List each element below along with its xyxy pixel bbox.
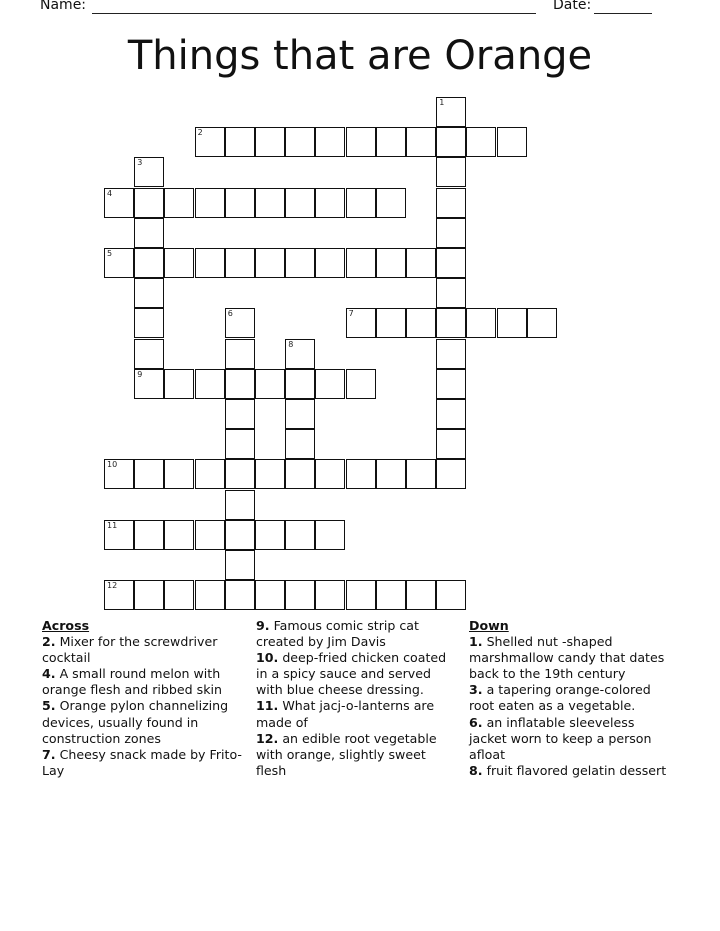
grid-cell[interactable] <box>315 580 345 610</box>
name-label: Name: <box>40 0 87 13</box>
grid-cell[interactable] <box>285 127 315 157</box>
grid-cell[interactable] <box>255 520 285 550</box>
grid-cell[interactable] <box>346 580 376 610</box>
grid-cell[interactable] <box>134 580 164 610</box>
grid-cell[interactable] <box>134 520 164 550</box>
clue-item-number: 9. <box>256 618 270 633</box>
grid-cell[interactable] <box>134 218 164 248</box>
grid-cell[interactable] <box>346 308 376 338</box>
grid-cell[interactable] <box>436 429 466 459</box>
grid-cell[interactable] <box>164 459 194 489</box>
clue-item-number: 12. <box>256 730 279 746</box>
grid-cell[interactable] <box>195 580 225 610</box>
clue-item <box>469 682 669 714</box>
grid-cell[interactable] <box>406 248 436 278</box>
grid-cell[interactable] <box>225 308 255 338</box>
clue-number: 12 <box>107 581 118 591</box>
clue-item-number: 11. <box>256 698 279 714</box>
grid-cell[interactable] <box>164 369 194 399</box>
clue-item <box>42 666 242 698</box>
grid-cell[interactable] <box>376 459 406 489</box>
grid-cell[interactable] <box>285 520 315 550</box>
grid-cell[interactable] <box>497 127 527 157</box>
grid-cell[interactable] <box>255 369 285 399</box>
across-clues-column-1 <box>42 618 242 779</box>
grid-cell[interactable] <box>406 459 436 489</box>
grid-cell[interactable] <box>285 248 315 278</box>
grid-cell[interactable] <box>346 248 376 278</box>
grid-cell[interactable] <box>346 127 376 157</box>
date-label: Date: <box>553 0 592 13</box>
grid-cell[interactable] <box>436 399 466 429</box>
grid-cell[interactable] <box>134 339 164 369</box>
grid-cell[interactable] <box>164 520 194 550</box>
clue-item-text: Famous comic strip cat created by Jim Davis <box>256 618 419 650</box>
clue-item-number: 7. <box>42 746 56 762</box>
grid-cell[interactable] <box>285 459 315 489</box>
clue-item-text: an inflatable sleeveless jacket worn to keep a person afloat <box>469 714 652 762</box>
grid-cell[interactable] <box>255 248 285 278</box>
grid-cell[interactable] <box>225 550 255 580</box>
clue-item-text: Shelled nut -shaped marshmallow candy that dates back to the 19th century <box>469 634 665 682</box>
grid-cell[interactable] <box>315 188 345 218</box>
clue-item-text: deep-fried chicken coated in a spicy sauce and served with blue cheese dressing. <box>256 650 447 698</box>
grid-cell[interactable] <box>315 248 345 278</box>
clue-item <box>256 731 456 779</box>
grid-cell[interactable] <box>285 399 315 429</box>
clue-item-number: 1. <box>469 634 483 650</box>
grid-cell[interactable] <box>285 369 315 399</box>
grid-cell[interactable] <box>346 459 376 489</box>
grid-cell[interactable] <box>195 459 225 489</box>
grid-cell[interactable] <box>376 248 406 278</box>
clue-item-number: 2. <box>42 634 56 650</box>
across-clue-list-2 <box>256 618 456 779</box>
grid-cell[interactable] <box>285 188 315 218</box>
clue-number: 1 <box>439 98 445 107</box>
grid-cell[interactable] <box>225 248 255 278</box>
grid-cell[interactable] <box>527 308 557 338</box>
clue-item <box>469 634 669 682</box>
grid-cell[interactable] <box>315 459 345 489</box>
grid-cell[interactable] <box>195 248 225 278</box>
grid-cell[interactable] <box>255 127 285 157</box>
grid-cell[interactable] <box>134 369 164 399</box>
grid-cell[interactable] <box>104 248 134 278</box>
grid-cell[interactable] <box>255 459 285 489</box>
grid-cell[interactable] <box>376 127 406 157</box>
clue-item-number: 5. <box>42 698 56 714</box>
grid-cell[interactable] <box>436 218 466 248</box>
clue-number: 2 <box>197 128 203 138</box>
grid-cell[interactable] <box>134 278 164 308</box>
clue-number: 7 <box>348 309 354 319</box>
grid-cell[interactable] <box>195 188 225 218</box>
grid-cell[interactable] <box>164 248 194 278</box>
grid-cell[interactable] <box>225 127 255 157</box>
clue-item <box>256 618 456 650</box>
clue-item <box>42 634 242 666</box>
grid-cell[interactable] <box>104 459 134 489</box>
clue-item <box>42 698 242 746</box>
grid-cell[interactable] <box>497 308 527 338</box>
grid-cell[interactable] <box>225 490 255 520</box>
grid-cell[interactable] <box>466 127 496 157</box>
grid-cell[interactable] <box>285 429 315 459</box>
grid-cell[interactable] <box>436 339 466 369</box>
grid-cell[interactable] <box>376 580 406 610</box>
clue-number: 11 <box>107 520 118 530</box>
grid-cell[interactable] <box>436 248 466 278</box>
grid-cell[interactable] <box>104 580 134 610</box>
page-title: Things that are Orange <box>127 33 593 79</box>
grid-cell[interactable] <box>104 188 134 218</box>
grid-cell[interactable] <box>225 369 255 399</box>
clue-item <box>469 715 669 763</box>
clue-number: 9 <box>137 369 143 379</box>
grid-cell[interactable] <box>225 399 255 429</box>
clue-item-text: a tapering orange-colored root eaten as a vegetable. <box>469 682 651 714</box>
grid-cell[interactable] <box>225 459 255 489</box>
grid-cell[interactable] <box>436 97 466 127</box>
clue-item <box>256 698 456 730</box>
grid-cell[interactable] <box>436 369 466 399</box>
grid-cell[interactable] <box>195 520 225 550</box>
clue-number: 8 <box>288 339 294 349</box>
clue-item-text: A small round melon with orange flesh and ribbed skin <box>42 666 222 698</box>
grid-cell[interactable] <box>376 188 406 218</box>
down-clues-column <box>469 618 669 779</box>
grid-cell[interactable] <box>436 127 466 157</box>
grid-cell[interactable] <box>225 188 255 218</box>
clue-item-number: 4. <box>42 666 56 682</box>
clue-item-text: fruit flavored gelatin dessert <box>482 762 667 778</box>
grid-cell[interactable] <box>406 308 436 338</box>
clue-item-text: Mixer for the screwdriver cocktail <box>42 634 218 666</box>
clue-item-number: 10. <box>256 650 279 666</box>
clue-item-text: Orange pylon channelizing devices, usually found in construction zones <box>42 698 229 746</box>
clue-item-text: Cheesy snack made by Frito-Lay <box>42 746 242 778</box>
grid-cell[interactable] <box>255 188 285 218</box>
clue-item <box>42 747 242 779</box>
clue-number: 3 <box>137 158 143 168</box>
clue-item-number: 8. <box>469 762 483 778</box>
grid-cell[interactable] <box>134 308 164 338</box>
clue-item <box>256 650 456 698</box>
down-clue-list <box>469 634 669 779</box>
grid-cell[interactable] <box>225 580 255 610</box>
grid-cell[interactable] <box>255 580 285 610</box>
grid-cell[interactable] <box>406 127 436 157</box>
grid-cell[interactable] <box>285 339 315 369</box>
down-heading: Down <box>469 618 509 633</box>
grid-cell[interactable] <box>406 580 436 610</box>
grid-cell[interactable] <box>225 429 255 459</box>
clue-number: 5 <box>107 249 113 258</box>
clue-item-text: an edible root vegetable with orange, slightly sweet flesh <box>256 730 437 778</box>
across-clues-column-2 <box>256 618 456 779</box>
grid-cell[interactable] <box>285 580 315 610</box>
grid-cell[interactable] <box>134 248 164 278</box>
grid-cell[interactable] <box>436 459 466 489</box>
grid-cell[interactable] <box>436 580 466 610</box>
grid-cell[interactable] <box>315 127 345 157</box>
grid-cell[interactable] <box>225 339 255 369</box>
grid-cell[interactable] <box>134 459 164 489</box>
clue-item-number: 6. <box>469 714 483 730</box>
grid-cell[interactable] <box>346 369 376 399</box>
clue-number: 10 <box>107 460 118 470</box>
across-heading: Across <box>42 618 90 633</box>
grid-cell[interactable] <box>134 188 164 218</box>
grid-cell[interactable] <box>346 188 376 218</box>
clue-item-number: 3. <box>469 682 483 698</box>
grid-cell[interactable] <box>164 580 194 610</box>
grid-cell[interactable] <box>436 278 466 308</box>
grid-cell[interactable] <box>225 520 255 550</box>
clue-item <box>469 763 669 779</box>
clue-number: 6 <box>227 309 233 319</box>
grid-cell[interactable] <box>195 127 225 157</box>
grid-cell[interactable] <box>436 157 466 187</box>
clue-item-text: What jacj-o-lanterns are made of <box>256 698 435 730</box>
grid-cell[interactable] <box>134 157 164 187</box>
grid-cell[interactable] <box>466 308 496 338</box>
grid-cell[interactable] <box>315 369 345 399</box>
grid-cell[interactable] <box>436 188 466 218</box>
grid-cell[interactable] <box>436 308 466 338</box>
grid-cell[interactable] <box>104 520 134 550</box>
grid-cell[interactable] <box>376 308 406 338</box>
grid-cell[interactable] <box>164 188 194 218</box>
clue-number: 4 <box>107 188 113 198</box>
grid-cell[interactable] <box>195 369 225 399</box>
grid-cell[interactable] <box>315 520 345 550</box>
across-clue-list-1 <box>42 634 242 779</box>
